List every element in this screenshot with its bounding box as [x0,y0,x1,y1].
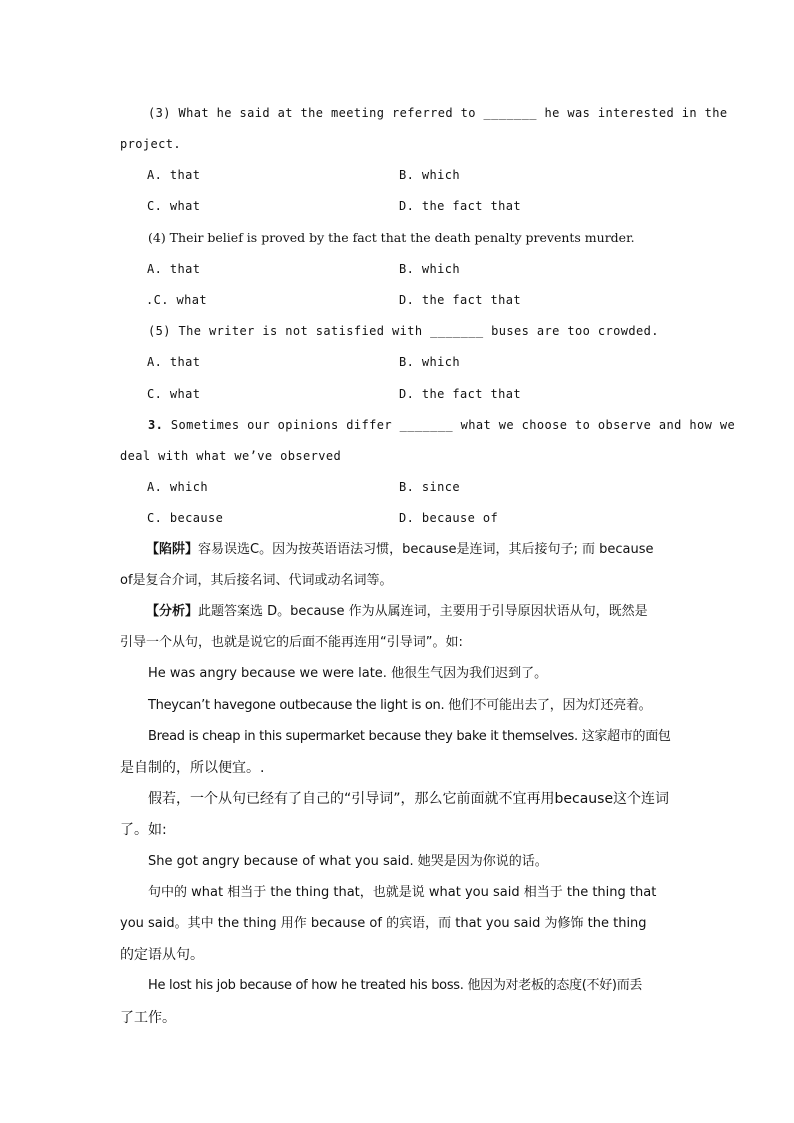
q3-option-c: C. what [147,199,201,213]
analysis-line2: 引导一个从句，也就是说它的后面不能再连用“引导词”。如: [120,635,463,650]
item-3-text: Sometimes our opinions differ _______ what we choose to observe and how we [163,418,736,432]
q5-option-d: D. the fact that [399,387,521,401]
q5-option-a: A. that [147,355,201,369]
item-3-number: 3. [148,418,164,432]
paragraph-2-line2: you said。其中 the thing 用作 because of 的宾语，而 that you said 为修饰 the thing [120,916,647,931]
q4-option-b: B. which [399,262,460,276]
item3-option-c: C. because [147,511,224,525]
example-5-line1: He lost his job because of how he treated his boss. 他因为对老板的态度(不好)而丢 [148,978,643,993]
paragraph-2-line3: 的定语从句。 [120,947,204,963]
trap-line2: of是复合介词，其后接名词、代词或动名词等。 [120,573,393,588]
example-2: Theycan’t havegone outbecause the light is on. 他们不可能出去了，因为灯还亮着。 [148,698,652,713]
example-4: She got angry because of what you said. 她哭是因为你说的话。 [148,854,548,869]
question-3-line2: project. [120,137,181,151]
q3-option-d: D. the fact that [399,199,521,213]
analysis-text: 此题答案选 D。because 作为从属连词，主要用于引导原因状语从句，既然是 [198,604,648,619]
question-5: (5) The writer is not satisfied with _______ buses are too crowded. [148,324,659,338]
item3-option-b: B. since [399,480,460,494]
example-1: He was angry because we were late. 他很生气因为我们迟到了。 [148,666,548,681]
q4-option-d: D. the fact that [399,293,521,307]
example-5-line2: 了工作。 [120,1010,176,1026]
example-3-line2: 是自制的，所以便宜。. [120,760,265,776]
trap-tag: 【陷阱】 [146,542,199,557]
analysis-line1 [146,604,648,620]
question-3-line1: (3) What he said at the meeting referred to _______ he was interested in the [148,106,728,120]
q4-option-a: A. that [147,262,201,276]
q5-option-b: B. which [399,355,460,369]
item3-option-a: A. which [147,480,208,494]
q5-option-c: C. what [147,387,201,401]
paragraph-2-line1: 句中的 what 相当于 the thing that，也就是说 what you said 相当于 the thing that [148,885,657,900]
trap-text: 容易误选C。因为按英语语法习惯，because是连词，其后接句子; 而 because [198,542,654,557]
question-4: (4) Their belief is proved by the fact that the death penalty prevents murder. [148,230,635,245]
q3-option-a: A. that [147,168,201,182]
example-3-line1: Bread is cheap in this supermarket because they bake it themselves. 这家超市的面包 [148,729,671,744]
item3-option-d: D. because of [399,511,499,525]
item-3-line1 [148,417,735,433]
analysis-tag: 【分析】 [146,604,199,619]
item-3-line2: deal with what we’ve observed [120,449,342,463]
trap-line1 [146,542,654,558]
paragraph-1-line2: 了。如: [120,822,167,838]
paragraph-1-line1: 假若，一个从句已经有了自己的“引导词”，那么它前面就不宜再用because这个连词 [148,791,670,807]
q3-option-b: B. which [399,168,460,182]
q4-option-c: .C. what [146,293,207,307]
